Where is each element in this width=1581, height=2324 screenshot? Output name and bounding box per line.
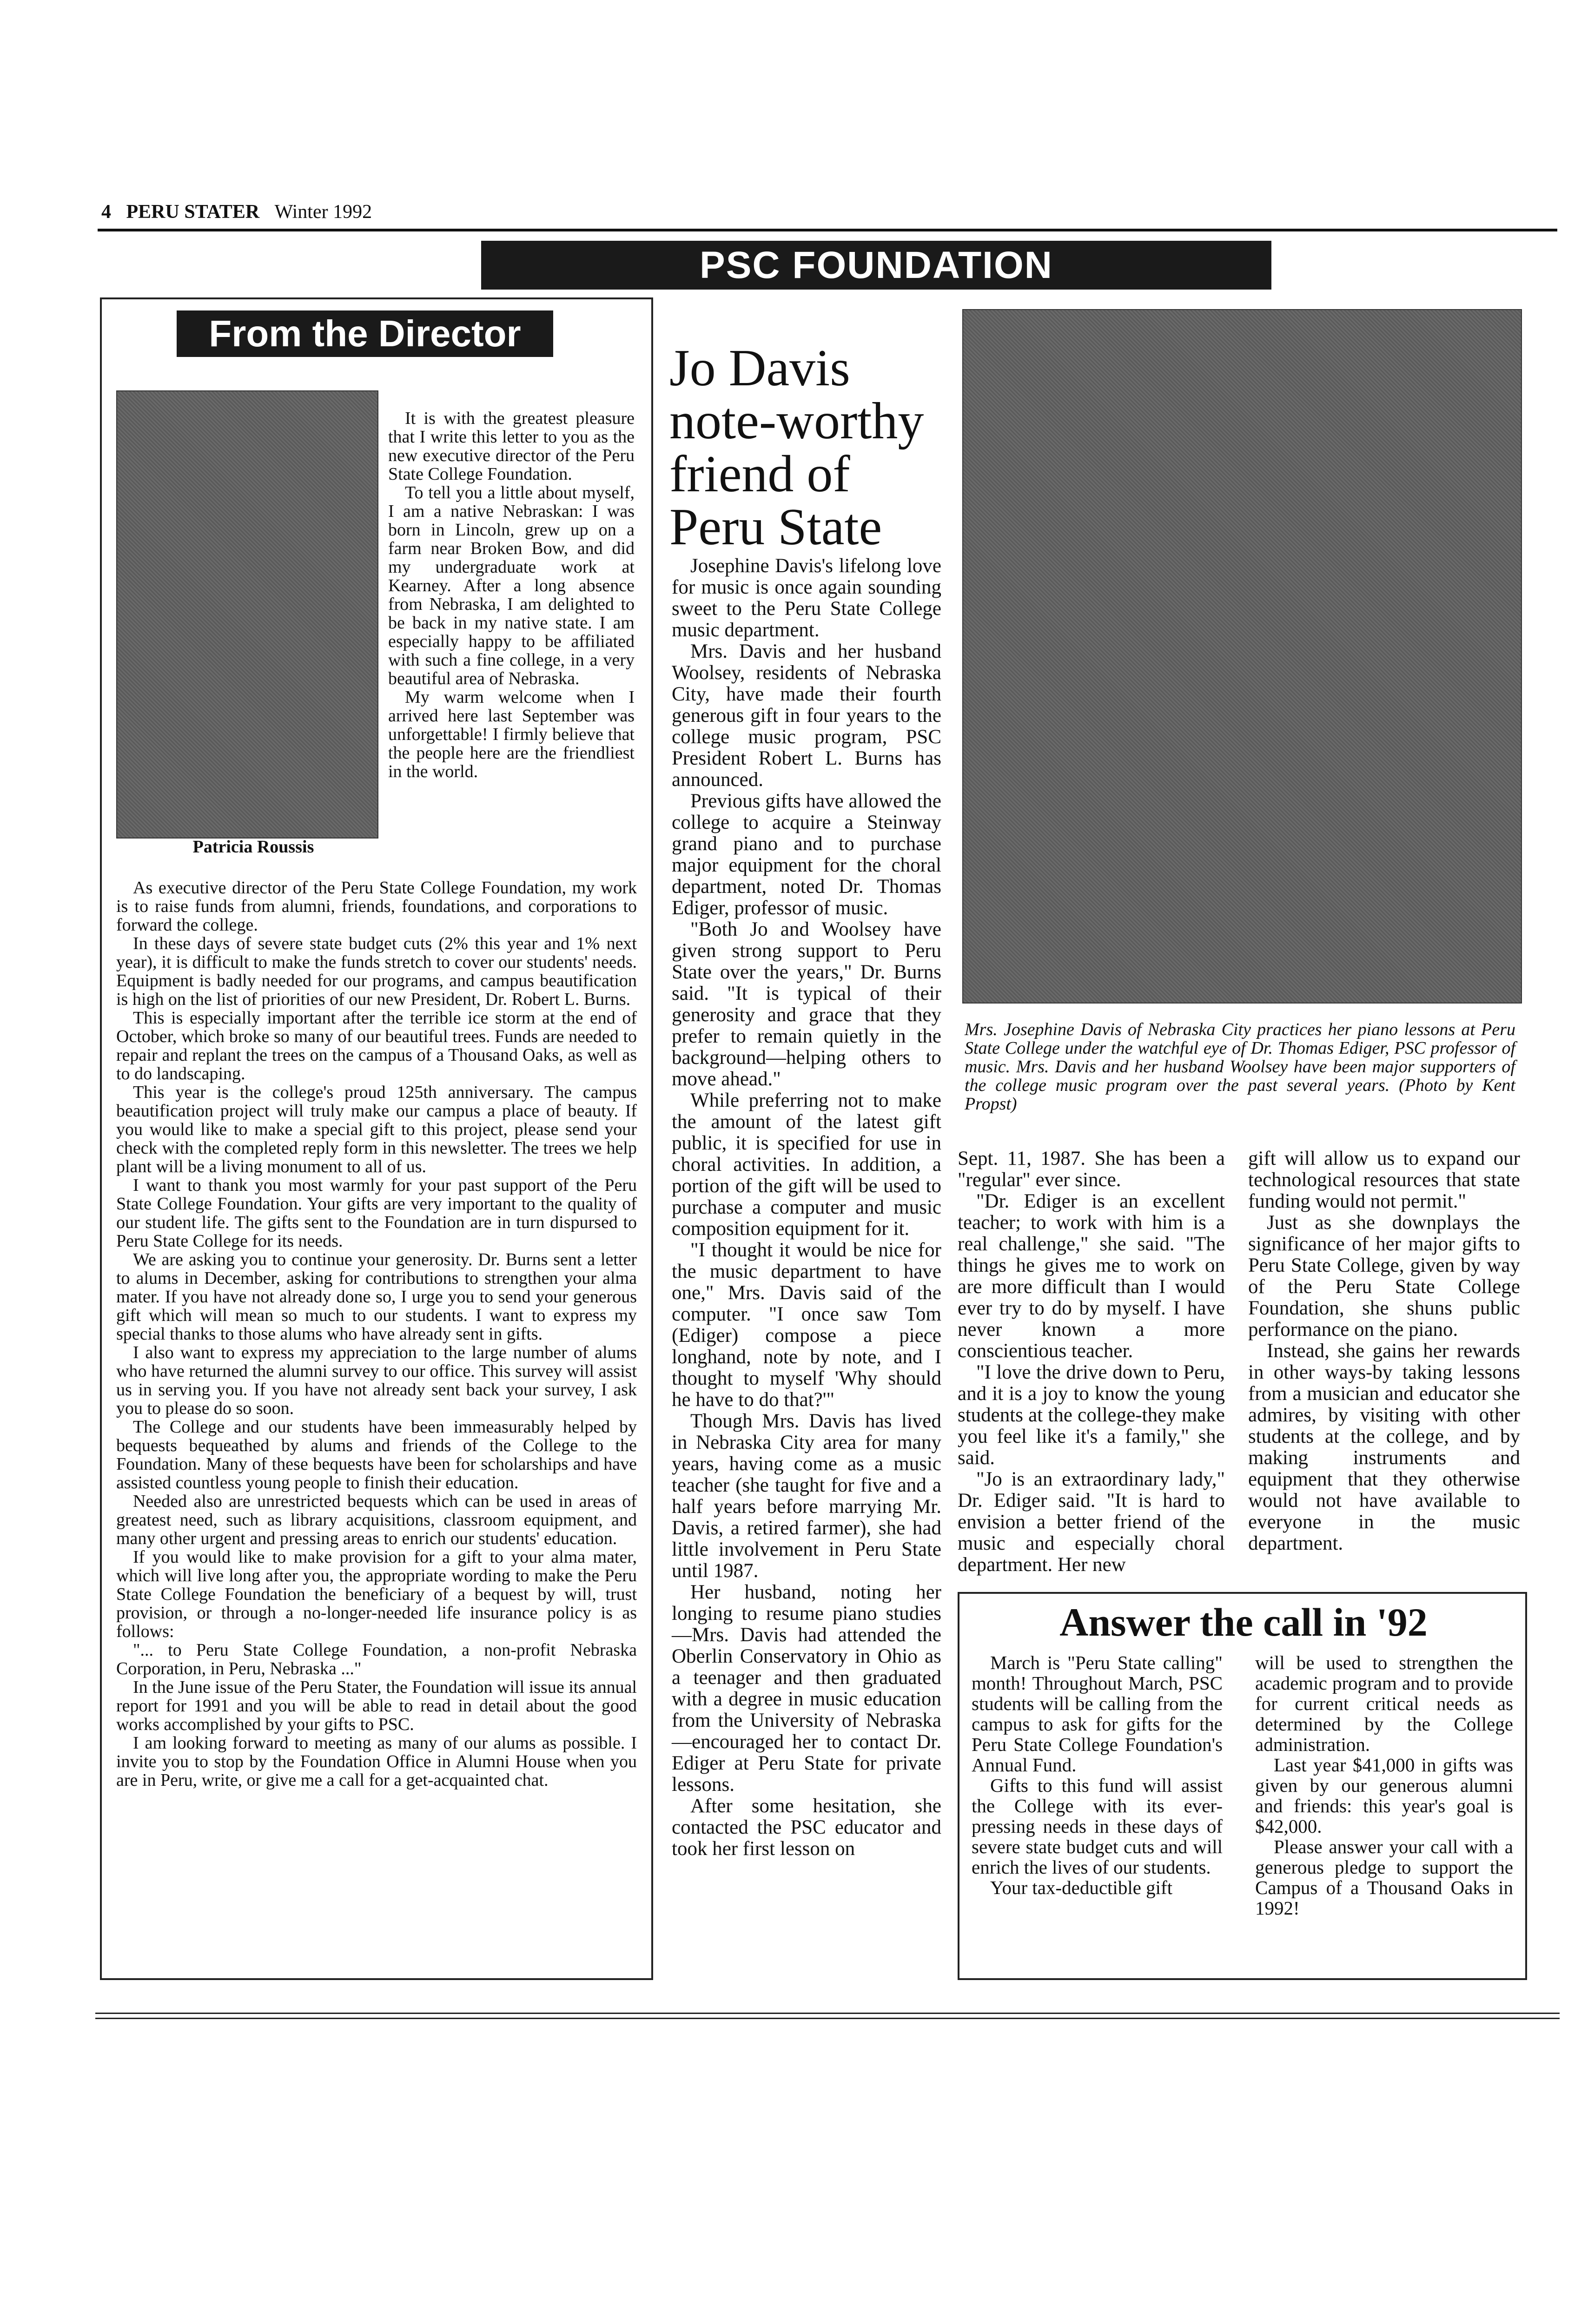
paragraph: gift will allow us to expand our technological resources that state funding would not permit." [1248, 1148, 1520, 1212]
paragraph: Gifts to this fund will assist the College with its ever-pressing needs in these days of severe state budget cuts and will enrich the lives of our students. [972, 1775, 1223, 1878]
paragraph: As executive director of the Peru State College Foundation, my work is to raise funds from alumni, friends, foundations, and corporations to forward the college. [116, 878, 637, 935]
paragraph: Previous gifts have allowed the college to acquire a Steinway grand piano and to purchase major equipment for the choral department, noted Dr. Thomas Ediger, professor of music. [672, 790, 941, 919]
header-rule [98, 229, 1557, 231]
folio-line [101, 201, 1542, 229]
davis-piano-photo [962, 309, 1522, 1004]
paragraph: I also want to express my appreciation to the large number of alums who have returned the alumni survey to our office. This survey will assist us in serving you. If you have not already sent back your survey, I ask you to please do so soon. [116, 1343, 637, 1418]
paragraph: "Dr. Ediger is an excellent teacher; to work with him is a real challenge," she said. "The things he gives me to work on are more difficult than I would ever try to do by myself. I have never known a more conscientious teacher. [958, 1190, 1225, 1362]
story-column-3 [1248, 1148, 1520, 1554]
paragraph: Mrs. Davis and her husband Woolsey, residents of Nebraska City, have made their fourth generous gift in four years to the college music program, PSC President Robert L. Burns has announced. [672, 640, 941, 791]
paragraph: We are asking you to continue your generosity. Dr. Burns sent a letter to alums in December, asking for contributions to strengthen your alma mater. If you have not already done so, I urge you to send your generous gift which will mean so much to our students. I want to express my special thanks to those alums who have already sent in gifts. [116, 1250, 637, 1344]
paragraph: Sept. 11, 1987. She has been a "regular" ever since. [958, 1148, 1225, 1191]
paragraph: After some hesitation, she contacted the PSC educator and took her first lesson on [672, 1795, 941, 1860]
paragraph: "Both Jo and Woolsey have given strong support to Peru State over the years," Dr. Burns said. "It is typical of their generosity and grace that they prefer to remain quietly in the background—helping others to move ahead." [672, 918, 941, 1090]
director-heading: From the Director [177, 310, 553, 357]
paragraph: In these days of severe state budget cuts (2% this year and 1% next year), it is difficult to make the funds stretch to cover our students' needs. Equipment is badly needed for our programs, and campus beautification is high on the list of priorities of our new President, Dr. Robert L. Burns. [116, 934, 637, 1009]
paragraph: March is "Peru State calling" month! Throughout March, PSC students will be calling from the campus to ask for gifts for the Peru State College Foundation's Annual Fund. [972, 1652, 1223, 1776]
paragraph: "I thought it would be nice for the music department to have one," Mrs. Davis said of the computer. "I once saw Tom (Ediger) compose a piece longhand, note by note, and I thought to myself 'Why should he have to do that?'" [672, 1239, 941, 1411]
paragraph: Her husband, noting her longing to resume piano studies—Mrs. Davis had attended the Oberlin Conservatory in Ohio as a teenager and then graduated with a degree in music education from the University of Nebraska—encouraged her to contact Dr. Ediger at Peru State for private lessons. [672, 1581, 941, 1796]
paragraph: The College and our students have been immeasurably helped by bequests bequeathed by alums and friends of the College to the Foundation. Many of these bequests have been for scholarships and have assisted countless young people to finish their education. [116, 1417, 637, 1492]
answer-headline: Answer the call in '92 [1059, 1600, 1428, 1644]
director-main-text [116, 878, 637, 1789]
paragraph: If you would like to make provision for a gift to your alma mater, which will live long after you, the appropriate wording to make the Peru State College Foundation the beneficiary of a bequest by will, trust provision, or through a no-longer-needed life insurance policy is as follows: [116, 1547, 637, 1641]
paragraph: This year is the college's proud 125th anniversary. The campus beautification project will truly make our campus a place of beauty. If you would like to make a special gift to this project, please send your check with the completed reply form in this newsletter. The trees we help plant will be a living monument to all of us. [116, 1083, 637, 1176]
paragraph: I am looking forward to meeting as many of our alums as possible. I invite you to stop by the Foundation Office in Alumni House when you are in Peru, write, or give me a call for a get-acquainted chat. [116, 1733, 637, 1790]
paragraph: It is with the greatest pleasure that I write this letter to you as the new executive director of the Peru State College Foundation. [388, 409, 635, 484]
answer-column-1 [972, 1652, 1223, 1898]
issue-date: Winter 1992 [274, 201, 372, 223]
story-column-1 [672, 555, 941, 1860]
paragraph: Needed also are unrestricted bequests which can be used in areas of greatest need, such as library acquisitions, classroom equipment, and many other urgent and pressing areas to enrich our students' education. [116, 1492, 637, 1548]
director-photo [116, 390, 378, 838]
page-number: 4 [101, 201, 111, 223]
story-headline: Jo Davis note-worthy friend of Peru State [669, 339, 924, 556]
footer-rule [95, 2013, 1560, 2019]
paragraph: This is especially important after the terrible ice storm at the end of October, which broke so many of our beautiful trees. Funds are needed to repair and replant the trees on the campus of a Thousand Oaks, as well as to do landscaping. [116, 1008, 637, 1083]
paragraph: Please answer your call with a generous pledge to support the Campus of a Thousand Oaks in 1992! [1255, 1836, 1513, 1919]
paragraph: My warm welcome when I arrived here last September was unforgettable! I firmly believe that the people here are the friendliest in the world. [388, 687, 635, 781]
davis-photo-caption: Mrs. Josephine Davis of Nebraska City practices her piano lessons at Peru State College under the watchful eye of Dr. Thomas Ediger, PSC professor of music. Mrs. Davis and her husband Woolsey have been major supporters of the college music program over the past several years. (Photo by Kent Propst) [965, 1020, 1515, 1114]
director-side-text [388, 409, 635, 781]
paragraph: Josephine Davis's lifelong love for music is once again sounding sweet to the Peru State College music department. [672, 555, 941, 641]
answer-column-2 [1255, 1652, 1513, 1918]
paragraph: Last year $41,000 in gifts was given by our generous alumni and friends: this year's goal is $42,000. [1255, 1754, 1513, 1837]
paragraph: Just as she downplays the significance of her major gifts to Peru State College, given by way of the Peru State College Foundation, she shuns public performance on the piano. [1248, 1212, 1520, 1340]
paragraph: "Jo is an extraordinary lady," Dr. Ediger said. "It is hard to envision a better friend of the music and especially choral department. Her new [958, 1468, 1225, 1576]
paragraph: Though Mrs. Davis has lived in Nebraska City area for many years, having come as a music teacher (she taught for five and a half years before marrying Mr. Davis, a retired farmer), she had little involvement in Peru State until 1987. [672, 1410, 941, 1582]
paragraph: I want to thank you most warmly for your past support of the Peru State College Foundation. Your gifts are very important to the quality of our student life. The gifts sent to the Foundation are in turn dispursed to Peru State College for its needs. [116, 1175, 637, 1251]
paragraph: Instead, she gains her rewards in other ways-by taking lessons from a musician and educator she admires, by visiting with other students at the college, and by making instruments and equipment that they otherwise would not have available to everyone in the music department. [1248, 1340, 1520, 1554]
paragraph: "... to Peru State College Foundation, a non-profit Nebraska Corporation, in Peru, Nebraska ..." [116, 1640, 637, 1678]
paragraph: Your tax-deductible gift [990, 1877, 1173, 1898]
paragraph: will be used to strengthen the academic program and to provide for current critical needs as determined by the College administration. [1255, 1652, 1513, 1755]
paragraph: In the June issue of the Peru Stater, the Foundation will issue its annual report for 1991 and you will be able to read in detail about the good works accomplished by your gifts to PSC. [116, 1677, 637, 1734]
publication-name: PERU STATER [126, 201, 260, 223]
paragraph: To tell you a little about myself, I am a native Nebraskan: I was born in Lincoln, grew up on a farm near Broken Bow, and did my undergraduate work at Kearney. After a long absence from Nebraska, I am delighted to be back in my native state. I am especially happy to be affiliated with such a fine college, in a very beautiful area of Nebraska. [388, 483, 635, 688]
paragraph: While preferring not to make the amount of the latest gift public, it is specified for use in choral activities. In addition, a portion of the gift will be used to purchase a computer and music composition equipment for it. [672, 1089, 941, 1240]
story-column-2 [958, 1148, 1225, 1576]
director-photo-caption: Patricia Roussis [192, 837, 314, 857]
paragraph: "I love the drive down to Peru, and it is a joy to know the young students at the college-they make you feel like it's a family," she said. [958, 1361, 1225, 1469]
section-banner: PSC FOUNDATION [481, 241, 1271, 290]
